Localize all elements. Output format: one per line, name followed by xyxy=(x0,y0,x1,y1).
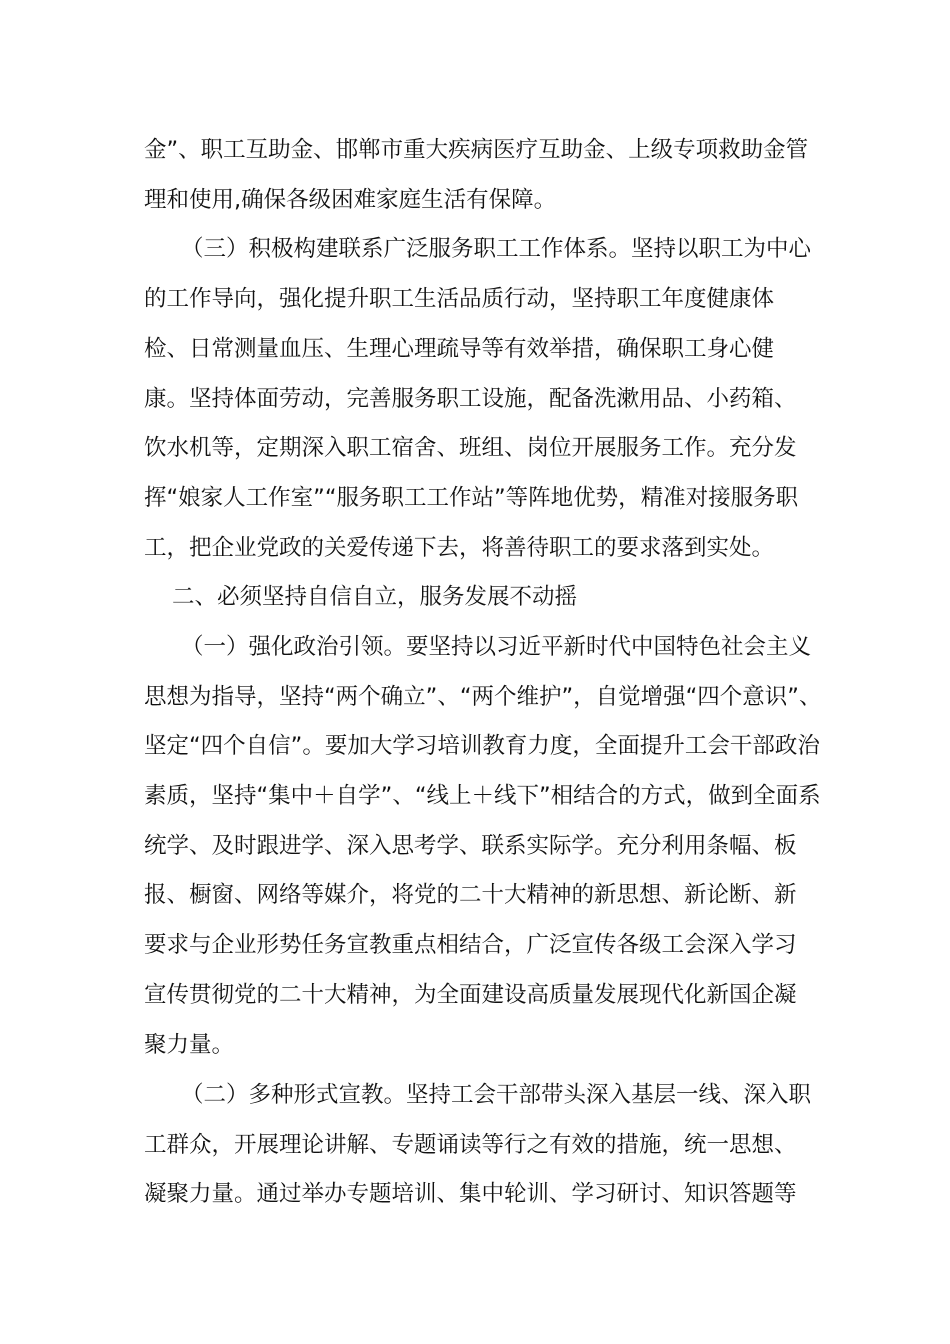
text-line: 挥“娘家人工作室”“服务职工工作站”等阵地优势，精准对接服务职 xyxy=(144,485,799,511)
text-line: 饮水机等，定期深入职工宿舍、班组、岗位开展服务工作。充分发 xyxy=(144,435,797,461)
section-3-start-line: （三）积极构建联系广泛服务职工工作体系。坚持以职工为中心 xyxy=(181,236,812,262)
text-line: 要求与企业形势任务宣教重点相结合，广泛宣传各级工会深入学习 xyxy=(144,932,797,958)
text-line: 的工作导向，强化提升职工生活品质行动，坚持职工年度健康体 xyxy=(144,286,775,312)
text-line: 报、橱窗、网络等媒介，将党的二十大精神的新思想、新论断、新 xyxy=(144,882,797,908)
text-line: 工，把企业党政的关爱传递下去，将善待职工的要求落到实处。 xyxy=(144,535,775,561)
text-line: 金”、职工互助金、邯郸市重大疾病医疗互助金、上级专项救助金管 xyxy=(144,137,809,163)
text-line: 思想为指导，坚持“两个确立”、“两个维护”，自觉增强“四个意识”、 xyxy=(144,684,822,710)
text-line: 康。坚持体面劳动，完善服务职工设施，配备洗漱用品、小药箱、 xyxy=(144,386,797,412)
section-heading: 二、必须坚持自信自立，服务发展不动摇 xyxy=(172,584,578,610)
text-line: 检、日常测量血压、生理心理疏导等有效举措，确保职工身心健 xyxy=(144,336,775,362)
text-line: 工群众，开展理论讲解、专题诵读等行之有效的措施，统一思想、 xyxy=(144,1132,797,1158)
text-line: 坚定“四个自信”。要加大学习培训教育力度，全面提升工会干部政治 xyxy=(144,733,820,759)
text-line: 理和使用,确保各级困难家庭生活有保障。 xyxy=(144,187,557,213)
text-line: 素质，坚持“集中＋自学”、“线上＋线下”相结合的方式，做到全面系 xyxy=(144,783,821,809)
text-line: 凝聚力量。通过举办专题培训、集中轮训、学习研讨、知识答题等 xyxy=(144,1181,797,1207)
text-line: 宣传贯彻党的二十大精神，为全面建设高质量发展现代化新国企凝 xyxy=(144,982,797,1008)
text-line: 统学、及时跟进学、深入思考学、联系实际学。充分利用条幅、板 xyxy=(144,833,797,859)
text-line: 聚力量。 xyxy=(144,1032,235,1058)
subsection-1-start-line: （一）强化政治引领。要坚持以习近平新时代中国特色社会主义 xyxy=(181,634,812,660)
subsection-2-start-line: （二）多种形式宣教。坚持工会干部带头深入基层一线、深入职 xyxy=(181,1082,812,1108)
